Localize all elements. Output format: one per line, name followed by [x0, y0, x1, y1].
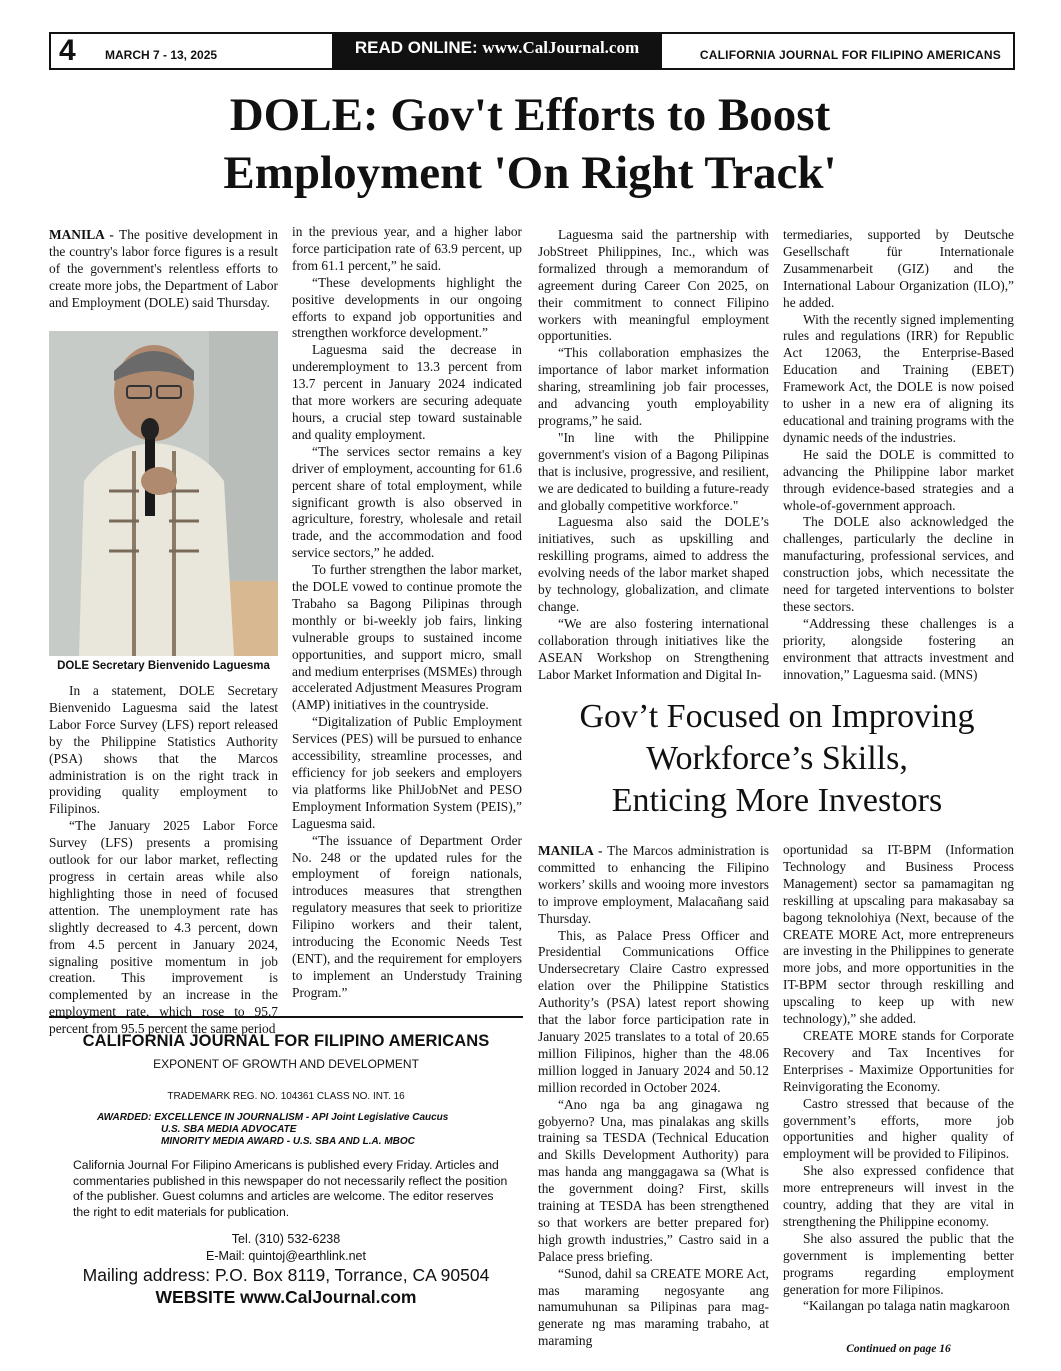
- article-paragraph: She also expressed confidence that more entrepreneurs will invest in the country, adding that they are vital in strengthening the Philippine economy.: [783, 1163, 1014, 1229]
- article-paragraph: This, as Palace Press Officer and Presidential Communications Office Undersecretary Claire Castro expressed elation over the Philippine Statistics Authority’s (PSA) latest report showing that the labor force participation rate in January 2025 translates to a total of 20.65 million Filipinos, higher than the 48.06 million logged in January 2024 and 50.12 million recorded in October 2024.: [538, 927, 769, 1095]
- article-paragraph: oportunidad sa IT-BPM (Information Technology and Business Process Management) sector sa pamamagitan ng reskilling at upscaling para makasabay sa bagong teknolohiya (Next, because of the CREATE MORE Act, more entrepreneurs are investing in the Philippines to generate more jobs, and more opportunities in the IT-BPM sector through reskilling and upscaling to keep up with new technology),” she added.: [783, 842, 1014, 1027]
- article-paragraph: The DOLE also acknowledged the challenges, particularly the decline in manufacturing, professional services, and construction jobs, which necessitate the need for targeted interventions to bolster these sectors.: [783, 514, 1014, 614]
- article-paragraph: “The services sector remains a key driver of employment, accounting for 61.6 percent share of total employment, while significant growth is also observed in agriculture, forestry, wholesale and retail trade, and the accommodation and food service sectors,” he added.: [292, 443, 522, 561]
- headline-line: DOLE: Gov't Efforts to Boost: [229, 89, 831, 141]
- phone-number[interactable]: Tel. (310) 532-6238: [231, 1232, 341, 1246]
- awards-list: [97, 1112, 523, 1148]
- masthead: CALIFORNIA JOURNAL FOR FILIPINO AMERICANS: [699, 48, 1001, 62]
- article-paragraph: She also assured the public that the government is implementing better programs regarding employment generation for more Filipinos.: [783, 1230, 1014, 1297]
- read-online-banner[interactable]: [332, 32, 662, 68]
- trademark-info: TRADEMARK REG. NO. 104361 CLASS NO. INT. 16: [167, 1091, 405, 1102]
- article-paragraph: “These developments highlight the positive developments in our ongoing efforts to expand job opportunities and strengthen workforce development.”: [292, 274, 522, 341]
- article-paragraph: “We are also fostering international collaboration through initiatives like the ASEAN Workshop on Strengthening Labor Market Information and Digital In-: [538, 615, 769, 682]
- dateline: MANILA -: [538, 843, 603, 858]
- article-paragraph: [49, 227, 278, 312]
- article-paragraph: in the previous year, and a higher labor force participation rate of 63.9 percent, up from 61.1 percent,” he said.: [292, 224, 522, 273]
- continued-link[interactable]: Continued on page 16: [846, 1343, 951, 1355]
- headline-line: Enticing More Investors: [611, 782, 943, 819]
- article-paragraph: Laguesma also said the DOLE’s initiatives, such as upskilling and reskilling programs, aimed to address the evolving needs of the labor market shaped by technology, globalization, and climate change.: [538, 514, 769, 614]
- article-paragraph: To further strengthen the labor market, the DOLE vowed to continue promote the Trabaho sa Bagong Pilipinas through monthly or bi-weekly job fairs, linking vulnerable groups to sustained income opportunities, and support micro, small and medium enterprises (MSMEs) through accelerated Adjustment Measures Program (AMP) initiatives in the countryside.: [292, 562, 522, 713]
- article-paragraph: “The January 2025 Labor Force Survey (LFS) presents a promising outlook for our labor market, reflecting progress in certain areas while also highlighting those in need of focused attention. The unemployment rate has slightly decreased to 4.3 percent, down from 4.5 percent in January 2024, signaling positive momentum in job creation. This improvement is complemented by an increase in the employment rate, which rose to 95.7 percent from 95.5 percent the same period: [49, 818, 278, 1037]
- article-column-3: [538, 227, 769, 683]
- article-paragraph: Laguesma said the partnership with JobStreet Philippines, Inc., which was formalized through a memorandum of agreement during Career Con 2025, on their commitment to connect Filipino workers with meaningful employment opportunities.: [538, 227, 769, 344]
- article-paragraph: “Kailangan po talaga natin magkaroon: [803, 1298, 1010, 1314]
- article-paragraph: With the recently signed implementing rules and regulations (IRR) for Republic Act 12063, the Enterprise-Based Education and Training (EBET) Framework Act, the DOLE is now poised to usher in a new era of aligning its educational and training programs with the dynamic needs of the industries.: [783, 311, 1014, 445]
- article-paragraph: Castro stressed that because of the government’s efforts, more job opportunities and higher quality of employment will be provided to Filipinos.: [783, 1095, 1014, 1162]
- read-online-url[interactable]: www.CalJournal.com: [482, 38, 640, 57]
- article-paragraph: He said the DOLE is committed to advancing the Philippine labor market through evidence-based strategies and a whole-of-government approach.: [783, 446, 1014, 513]
- headline-line: Gov’t Focused on Improving: [579, 698, 975, 735]
- page-number: 4: [59, 34, 76, 67]
- photo-caption: DOLE Secretary Bienvenido Laguesma: [57, 660, 270, 672]
- article-headline: [150, 86, 910, 202]
- article-paragraph: CREATE MORE stands for Corporate Recovery and Tax Incentives for Enterprises - Maximize Opportunities for Reinvigorating the Economy.: [783, 1027, 1014, 1094]
- article-2-column-1: [538, 843, 769, 1350]
- article-paragraph: “This collaboration emphasizes the importance of labor market information sharing, streamlining job fair processes, and advancing youth employability programs,” he said.: [538, 345, 769, 428]
- article-2-column-2: [783, 842, 1014, 1315]
- website-link[interactable]: WEBSITE www.CalJournal.com: [155, 1287, 417, 1307]
- article-paragraph: “Digitalization of Public Employment Services (PES) will be pursued to enhance accessibility, streamline processes, and efficiency for job seekers and employers via platforms like PhilJobNet and PESO Employment Information System (PEIS),” Laguesma said.: [292, 714, 522, 831]
- read-online-label: READ ONLINE:: [354, 38, 478, 57]
- article-column-4: [783, 227, 1014, 683]
- article-paragraph: Laguesma said the decrease in underemployment to 13.3 percent from 13.7 percent in January 2024 indicated that more workers are securing adequate hours, a crucial step toward sustainable and quality employment.: [292, 342, 522, 442]
- article-column-2: [292, 224, 522, 1002]
- intro-text: The positive development in the country's labor force figures is a result of the government's relentless efforts to create more jobs, the Department of Labor and Employment (DOLE) said Thursday.: [49, 227, 278, 310]
- page-header: [49, 32, 1015, 70]
- article-paragraph: “Sunod, dahil sa CREATE MORE Act, mas maraming negosyante ang namumuhunan sa Pilipinas para mag-generate ng mas maraming trabaho, at maraming: [538, 1265, 769, 1349]
- award-line: MINORITY MEDIA AWARD - U.S. SBA AND L.A. MBOC: [161, 1136, 415, 1147]
- article-paragraph: “Addressing these challenges is a priority, alongside fostering an environment that attracts investment and innovation,” Laguesma said. (MNS): [783, 615, 1014, 682]
- article-paragraph: “Ano nga ba ang ginagawa ng gobyerno? Una, mas pinalakas ang skills training sa TESDA (Technical Education and Skills Development Authority) para mas handa ang manggagawa sa (What is the government doing? First, skills training at TESDA has been strengthened so that workers are better prepared for) high growth industries,” Castro said in a Palace press briefing.: [538, 1096, 769, 1264]
- award-line: AWARDED: EXCELLENCE IN JOURNALISM - API Joint Legislative Caucus: [97, 1112, 449, 1123]
- publication-title: CALIFORNIA JOURNAL FOR FILIPINO AMERICANS: [82, 1032, 490, 1050]
- intro-text: The Marcos administration is committed to enhancing the Filipino workers’ skills and wooing more investors to improve employment, Malacañang said Thursday.: [538, 843, 769, 926]
- publisher-info-box: [49, 1016, 523, 1308]
- award-line: U.S. SBA MEDIA ADVOCATE: [161, 1124, 297, 1135]
- mailing-address: Mailing address: P.O. Box 8119, Torrance, CA 90504: [82, 1265, 490, 1285]
- headline-line: Workforce’s Skills,: [646, 740, 908, 777]
- publication-tagline: EXPONENT OF GROWTH AND DEVELOPMENT: [153, 1057, 419, 1071]
- dateline: MANILA -: [49, 227, 114, 242]
- article-paragraph: "In line with the Philippine government's vision of a Bagong Pilipinas that is inclusive, progressive, and resilient, we are dedicated to building a future-ready and globally competitive workforce.": [538, 429, 769, 513]
- article-2-headline: [540, 696, 1014, 822]
- article-column-1-continued: [49, 683, 278, 1038]
- article-paragraph: “The issuance of Department Order No. 248 or the updated rules for the employment of foreign nationals, introduces measures that strengthen regulatory measures that seek to prioritize Filipino workers and their talent, introducing the Economic Needs Test (ENT), and the requirement for employers to implement an Understudy Training Program.”: [292, 832, 522, 1000]
- article-column-1: [49, 227, 278, 312]
- article-paragraph: [538, 843, 769, 928]
- speaker-illustration: [49, 331, 278, 656]
- headline-line: Employment 'On Right Track': [223, 147, 837, 199]
- secretary-photo: [49, 331, 278, 656]
- article-paragraph: In a statement, DOLE Secretary Bienvenido Laguesma said the latest Labor Force Survey (LFS) report released by the Philippine Statistics Authority (PSA) shows that the Marcos administration is on the right track in providing quality employment to Filipinos.: [49, 683, 278, 817]
- issue-date: MARCH 7 - 13, 2025: [105, 48, 218, 62]
- publication-description: California Journal For Filipino Americans is published every Friday. Articles and commentaries published in this newspaper do not necessarily reflect the position of the publisher. Guest columns and articles are welcome. The editor reserves the right to edit materials for publication.: [73, 1158, 508, 1219]
- article-paragraph: termediaries, supported by Deutsche Gesellschaft für Internationale Zusammenarbeit (GIZ) and the International Labour Organization (ILO),” he added.: [783, 227, 1014, 310]
- email-address[interactable]: E-Mail: quintoj@earthlink.net: [206, 1249, 366, 1263]
